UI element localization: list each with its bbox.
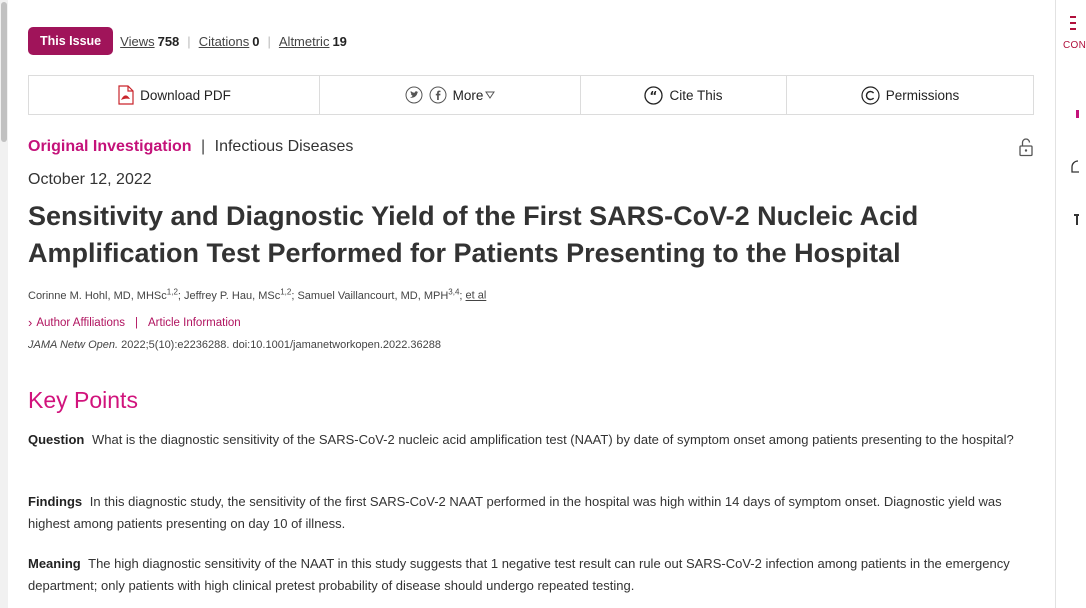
pdf-file-icon bbox=[117, 85, 134, 105]
cite-this-button[interactable] bbox=[581, 76, 787, 114]
key-point-text: In this diagnostic study, the sensitivity of the first SARS-CoV-2 NAAT performed in the hospital was high within 14 days of symptom onset. Diagnostic yield was highest among patients presenting on day 10 of illness. bbox=[28, 494, 1002, 531]
citations-value: 0 bbox=[252, 33, 260, 49]
facebook-icon[interactable] bbox=[429, 86, 447, 104]
article-type-link[interactable]: Original Investigation bbox=[28, 138, 192, 155]
metric-separator: | bbox=[187, 33, 191, 49]
category-divider: | bbox=[201, 138, 206, 155]
key-point-question bbox=[28, 429, 1038, 451]
triangle-down-icon bbox=[485, 91, 495, 99]
author-list bbox=[28, 287, 486, 302]
quote-icon bbox=[644, 86, 663, 105]
article-toolbar bbox=[28, 75, 1034, 115]
key-point-term: Meaning bbox=[28, 556, 81, 571]
key-points-heading: Key Points bbox=[28, 387, 138, 413]
citation-details: 2022;5(10):e2236288. doi:10.1001/jamanetworkopen.2022.36288 bbox=[121, 339, 442, 351]
et-al-link[interactable]: et al bbox=[465, 289, 487, 302]
svg-text:“: “ bbox=[650, 88, 658, 103]
article-links bbox=[28, 315, 241, 330]
chevron-right-icon: › bbox=[28, 315, 33, 330]
views-metric[interactable] bbox=[120, 34, 179, 49]
author-affiliations-link[interactable]: Author Affiliations bbox=[36, 316, 125, 329]
key-point-findings bbox=[28, 491, 1038, 535]
metric-separator: | bbox=[267, 33, 271, 49]
article-category bbox=[28, 138, 353, 156]
altmetric-metric[interactable] bbox=[279, 34, 347, 49]
citations-label[interactable]: Citations bbox=[198, 33, 250, 49]
copyright-icon bbox=[861, 86, 880, 105]
right-side-rail bbox=[1055, 0, 1086, 608]
key-point-term: Findings bbox=[28, 494, 83, 509]
author-affiliation-superscript: 3,4 bbox=[448, 287, 460, 296]
left-scrollbar[interactable] bbox=[0, 0, 8, 608]
author-name[interactable]: Jeffrey P. Hau, MSc bbox=[184, 289, 281, 302]
metrics-bar bbox=[28, 27, 347, 55]
article-title: Sensitivity and Diagnostic Yield of the First SARS-CoV-2 Nucleic Acid Amplification Test Performed for Patients Presenting to the Hospital bbox=[28, 201, 919, 268]
author-affiliation-superscript: 1,2 bbox=[166, 287, 178, 296]
key-point-term: Question bbox=[28, 432, 85, 447]
links-separator: | bbox=[135, 316, 138, 329]
key-point-text: The high diagnostic sensitivity of the NAAT in this study suggests that 1 negative test result can rule out SARS-CoV-2 infection among patients in the emergency department; only patients with high clinical pretest probability of disease should undergo repeated testing. bbox=[28, 556, 1010, 593]
citations-metric[interactable] bbox=[199, 34, 260, 49]
left-scrollbar-thumb[interactable] bbox=[1, 2, 7, 142]
download-pdf-button[interactable] bbox=[29, 76, 320, 114]
cite-this-label: Cite This bbox=[669, 87, 723, 103]
altmetric-value: 19 bbox=[332, 33, 347, 49]
views-label[interactable]: Views bbox=[120, 33, 155, 49]
article-information-link[interactable]: Article Information bbox=[148, 316, 241, 329]
twitter-icon[interactable] bbox=[405, 86, 423, 104]
download-pdf-label: Download PDF bbox=[140, 87, 231, 103]
unlock-icon bbox=[1018, 137, 1034, 157]
author-separator: ; bbox=[177, 289, 185, 302]
author-name[interactable]: Samuel Vaillancourt, MD, MPH bbox=[297, 289, 449, 302]
publication-date: October 12, 2022 bbox=[28, 171, 152, 188]
contents-label[interactable]: CON bbox=[1063, 40, 1086, 51]
more-button[interactable] bbox=[453, 88, 496, 103]
author-separator: ; bbox=[459, 289, 466, 302]
journal-abbrev: JAMA Netw Open. bbox=[28, 339, 119, 351]
rail-bell-icon[interactable] bbox=[1061, 158, 1079, 176]
more-label: More bbox=[452, 87, 484, 103]
key-point-text: What is the diagnostic sensitivity of the SARS-CoV-2 nucleic acid amplification test (NAAT) by date of symptom onset among patients presenting to the hospital? bbox=[91, 432, 1014, 447]
permissions-label: Permissions bbox=[885, 87, 960, 103]
altmetric-label[interactable]: Altmetric bbox=[278, 33, 330, 49]
author-separator: ; bbox=[291, 289, 298, 302]
rail-figure-icon[interactable] bbox=[1061, 105, 1079, 123]
this-issue-button[interactable]: This Issue bbox=[28, 27, 113, 55]
author-name[interactable]: Corinne M. Hohl, MD, MHSc bbox=[28, 289, 167, 302]
key-point-meaning bbox=[28, 553, 1038, 597]
subject-link[interactable]: Infectious Diseases bbox=[214, 138, 354, 155]
author-affiliation-superscript: 1,2 bbox=[280, 287, 292, 296]
citation-line bbox=[28, 339, 441, 351]
list-contents-icon[interactable] bbox=[1061, 14, 1079, 32]
views-value: 758 bbox=[157, 33, 180, 49]
share-more-group bbox=[320, 76, 581, 114]
permissions-button[interactable] bbox=[787, 76, 1033, 114]
rail-text-icon[interactable] bbox=[1061, 210, 1079, 228]
